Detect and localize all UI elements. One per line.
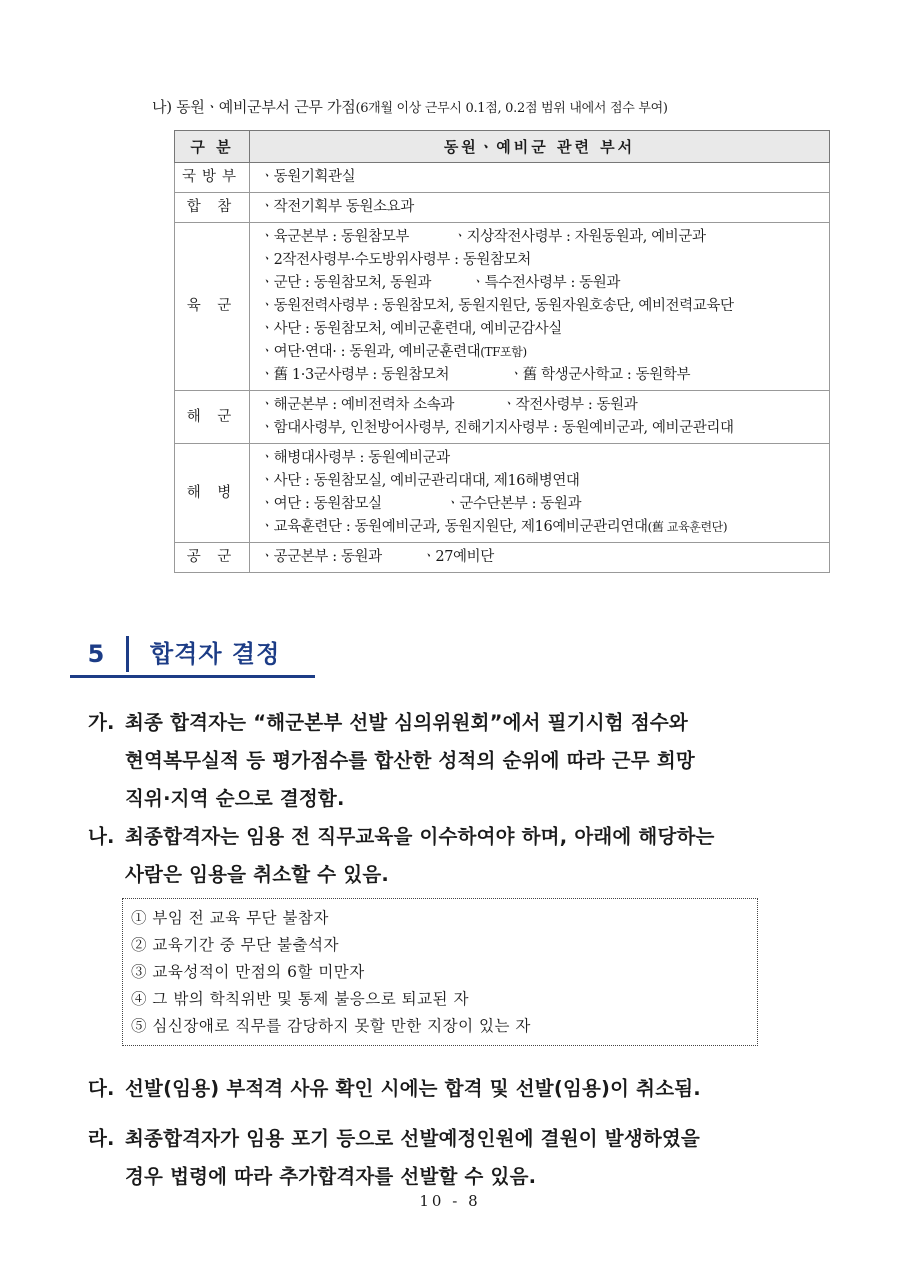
paragraph-line: 최종 합격자는 “해군본부 선발 심의위원회”에서 필기시험 점수와 <box>125 711 688 734</box>
mobilization-department-table <box>174 130 830 573</box>
header-category: 구 분 <box>175 131 250 163</box>
table-header-row <box>175 131 830 163</box>
row-category: 합 참 <box>175 193 250 223</box>
department-line <box>260 249 829 272</box>
paragraph-line: 최종합격자는 임용 전 직무교육을 이수하여야 하며, 아래에 해당하는 <box>125 825 715 848</box>
department-line <box>260 341 829 364</box>
department-entry: ㆍ여단 : 동원참모실 <box>260 496 382 512</box>
paragraph-marker: 라. <box>88 1127 115 1150</box>
row-departments <box>250 193 830 223</box>
paragraph-na <box>88 818 848 894</box>
department-line <box>260 364 829 387</box>
row-category: 국방부 <box>175 163 250 193</box>
row-category: 해 병 <box>175 444 250 543</box>
table-row <box>175 163 830 193</box>
section-title: 합격자 결정 <box>150 640 281 668</box>
department-entry: ㆍ여단·연대· : 동원과, 예비군훈련대 <box>260 344 481 360</box>
department-entry: ㆍ사단 : 동원참모실, 예비군관리대대, 제16해병연대 <box>260 473 580 489</box>
row-departments <box>250 543 830 573</box>
header-departments: 동원ㆍ예비군 관련 부서 <box>250 131 830 163</box>
department-entry: (舊 교육훈련단) <box>647 520 728 534</box>
department-entry: ㆍ육군본부 : 동원참모부 <box>260 229 409 245</box>
department-entry: ㆍ특수전사령부 : 동원과 <box>471 275 620 291</box>
paragraph-line: 최종합격자가 임용 포기 등으로 선발예정인원에 결원이 발생하였을 <box>125 1127 700 1150</box>
department-entry: ㆍ舊 1·3군사령부 : 동원참모처 <box>260 367 450 383</box>
paragraph-line: 사람은 임용을 취소할 수 있음. <box>125 863 390 886</box>
paragraph-marker: 다. <box>88 1077 115 1100</box>
table-row <box>175 543 830 573</box>
department-line <box>260 447 829 470</box>
department-entry: ㆍ해병대사령부 : 동원예비군과 <box>260 450 450 466</box>
department-line <box>260 394 829 417</box>
table-caption-main: 나) 동원ㆍ예비군부서 근무 가점 <box>152 98 356 116</box>
paragraph-da <box>88 1070 848 1108</box>
department-line <box>260 272 829 295</box>
row-category: 공 군 <box>175 543 250 573</box>
cancellation-reasons-box <box>122 898 758 1046</box>
paragraph-line: 직위·지역 순으로 결정함. <box>125 787 345 810</box>
department-line <box>260 546 829 569</box>
department-entry: ㆍ군수단본부 : 동원과 <box>445 496 582 512</box>
department-line <box>260 493 829 516</box>
row-category: 육 군 <box>175 223 250 391</box>
department-entry: ㆍ동원전력사령부 : 동원참모처, 동원지원단, 동원자원호송단, 예비전력교육단 <box>260 298 734 314</box>
row-departments <box>250 223 830 391</box>
department-entry: ㆍ군단 : 동원참모처, 동원과 <box>260 275 431 291</box>
section-number: 5 <box>87 640 105 668</box>
department-entry: ㆍ작전사령부 : 동원과 <box>502 397 638 413</box>
table-row <box>175 193 830 223</box>
department-line <box>260 196 829 219</box>
table-body <box>175 163 830 573</box>
department-line <box>260 470 829 493</box>
paragraph-line: 경우 법령에 따라 추가합격자를 선발할 수 있음. <box>125 1165 537 1188</box>
department-entry: ㆍ27예비단 <box>421 549 494 565</box>
paragraph-marker: 가. <box>88 711 115 734</box>
row-departments <box>250 391 830 444</box>
department-entry: ㆍ작전기획부 동원소요과 <box>260 199 414 215</box>
cancel-reason-item: ① 부임 전 교육 무단 불참자 <box>131 909 329 927</box>
table-row <box>175 444 830 543</box>
department-entry: ㆍ동원기획관실 <box>260 169 356 185</box>
paragraph-ra <box>88 1120 848 1196</box>
cancel-reason-item: ④ 그 밖의 학칙위반 및 통제 불응으로 퇴교된 자 <box>131 990 469 1008</box>
table-row <box>175 391 830 444</box>
department-line <box>260 318 829 341</box>
department-line <box>260 166 829 189</box>
department-line <box>260 295 829 318</box>
department-entry: ㆍ공군본부 : 동원과 <box>260 549 382 565</box>
department-line <box>260 516 829 539</box>
department-entry: ㆍ舊 학생군사학교 : 동원학부 <box>509 367 691 383</box>
department-entry: ㆍ교육훈련단 : 동원예비군과, 동원지원단, 제16예비군관리연대 <box>260 519 648 535</box>
department-entry: ㆍ함대사령부, 인천방어사령부, 진해기지사령부 : 동원예비군과, 예비군관리대 <box>260 420 734 436</box>
cancel-reason-item: ② 교육기간 중 무단 불출석자 <box>131 936 339 954</box>
page-number: 10 - 8 <box>419 1192 481 1210</box>
department-entry: (TF포함) <box>480 345 527 359</box>
department-entry: ㆍ2작전사령부·수도방위사령부 : 동원참모처 <box>260 252 531 268</box>
table-caption <box>152 96 852 117</box>
paragraph-marker: 나. <box>88 825 115 848</box>
cancel-reason-item: ③ 교육성적이 만점의 6할 미만자 <box>131 963 365 981</box>
paragraph-line: 선발(임용) 부적격 사유 확인 시에는 합격 및 선발(임용)이 취소됨. <box>125 1077 701 1100</box>
paragraph-ga <box>88 704 848 818</box>
department-entry: ㆍ지상작전사령부 : 자원동원과, 예비군과 <box>452 229 706 245</box>
department-entry: ㆍ해군본부 : 예비전력차 소속과 <box>260 397 455 413</box>
row-departments <box>250 444 830 543</box>
department-entry: ㆍ사단 : 동원참모처, 예비군훈련대, 예비군감사실 <box>260 321 562 337</box>
section-divider <box>126 636 129 672</box>
paragraph-line: 현역복무실적 등 평가점수를 합산한 성적의 순위에 따라 근무 희망 <box>125 749 695 772</box>
department-line <box>260 226 829 249</box>
section-heading <box>70 632 315 676</box>
cancel-reason-item: ⑤ 심신장애로 직무를 감당하지 못할 만한 지장이 있는 자 <box>131 1017 531 1035</box>
table-caption-note: (6개월 이상 근무시 0.1점, 0.2점 범위 내에서 점수 부여) <box>355 101 668 116</box>
section-underline <box>70 675 315 678</box>
row-departments <box>250 163 830 193</box>
department-line <box>260 417 829 440</box>
table-row <box>175 223 830 391</box>
row-category: 해 군 <box>175 391 250 444</box>
